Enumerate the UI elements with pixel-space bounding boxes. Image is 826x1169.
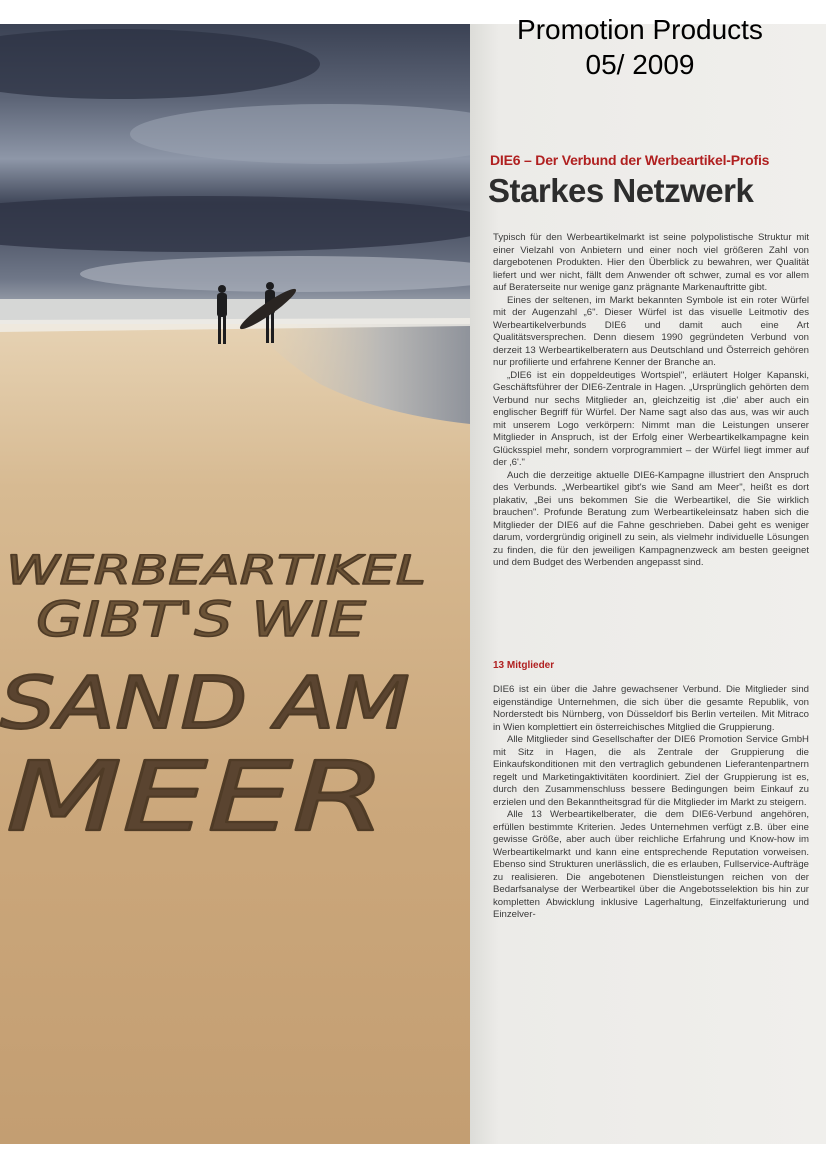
paragraph: „DIE6 ist ein doppeldeutiges Wortspiel", erläutert Holger Kapanski, Geschäftsführer der DIE6-Zentrale in Hagen. „Ursprünglich gehörten dem Verbund nur sechs Mitglieder an, gleichzeitig ist ‚die' aber auch ein englischer Begriff für Würfel. Der Name sagt also das aus, was wir auch mit unserem Logo verkörpern: Nimmt man die Leistungen unserer Mitglieder in Anspruch, ist der Erfolg einer Werbeartikelkampagne kein Glücksspiel mehr, sondern vorprogrammiert – der Würfel liegt immer auf der ‚6'." xyxy=(493,369,809,468)
article-body-part-2 xyxy=(493,684,809,922)
stamp-publication: Promotion Products xyxy=(517,14,763,45)
sand-text-line-4: MEER xyxy=(6,741,386,853)
paragraph: Auch die derzeitige aktuelle DIE6-Kampagne illustriert den Anspruch des Verbunds. „Werbeartikel gibt's wie Sand am Meer", heißt es dort plakativ, „Bei uns bekommen Sie die Werbeartikel, die Sie wirklich brauchen". Profunde Beratung zum Werbeartikeleinsatz haben sich die Mitglieder der DIE6 auf die Fahne geschrieben. Dabei geht es weniger darum, vordergründig originell zu sein, als vielmehr individuelle Lösungen zu finden, die für den jeweiligen Kampagnenzweck am besten geeignet und dem Budget des Werbenden angepasst sind. xyxy=(493,469,809,568)
paragraph: Alle Mitglieder sind Gesellschafter der DIE6 Promotion Service GmbH mit Sitz in Hagen, die als Zentrale der Gruppierung die Einkaufskonditionen mit den vertraglich gebundenen Lieferantenpartnern regelt und Marketingaktivitäten koordiniert. Ziel der Gruppierung ist es, durch den Zusammenschluss bessere Bedingungen beim Einkauf zu erzielen und den Bekanntheitsgrad für die Mitglieder im Markt zu steigern. xyxy=(493,734,809,808)
article-headline: Starkes Netzwerk xyxy=(488,172,754,209)
sand-text-line-2: GIBT'S WIE xyxy=(36,592,367,648)
sand-text-line-3: SAND AM xyxy=(0,661,410,745)
paragraph: Alle 13 Werbeartikelberater, die dem DIE6-Verbund angehören, erfüllen bestimmte Kriterien. Jedes Unternehmen verfügt z.B. über eine gewisse Größe, aber auch über reichliche Erfahrung und Know-how im Werbeartikelmarkt und kann eine entsprechende Reputation vorweisen. Ebenso sind Strukturen unerlässlich, die es erlauben, Fullservice-Aufträge zu realisieren. Die angebotenen Dienstleistungen reichen von der Bedarfsanalyse der Werbeartikel über die Angebotsselektion bis hin zur kompletten Abwicklung inklusive Lagerhaltung, Einzelfakturierung und Einzelver- xyxy=(493,809,809,920)
sand-text-line-1: WERBEARTIKEL xyxy=(6,548,426,594)
stamp-issue: 05/ 2009 xyxy=(585,49,695,80)
publication-stamp xyxy=(470,12,810,82)
paragraph: DIE6 ist ein über die Jahre gewachsener Verbund. Die Mitglieder sind eigenständige Unternehmen, die sich über die gesamte Republik, von Norderstedt bis Nürnberg, von Düsseldorf bis Berlin verteilen. Mit Mitraco in Wien komplettiert ein österreichisches Mitglied die Gruppierung. xyxy=(493,684,809,733)
article-subheading: 13 Mitglieder xyxy=(493,660,555,671)
article-body-part-1 xyxy=(493,232,809,570)
beach-illustration xyxy=(0,24,470,1144)
beach-photo xyxy=(0,24,470,1144)
paragraph: Typisch für den Werbeartikelmarkt ist seine polypolistische Struktur mit einer Vielzahl von Anbietern und einer noch viel größeren Zahl von dargebotenen Produkten. Hier den Überblick zu bewahren, wer Qualität liefert und wer nicht, fällt dem Anwender oft schwer, zumal es vor allem auf Beraterseite nur wenige ganz prägnante Markenauftritte gibt. xyxy=(493,232,809,293)
paragraph: Eines der seltenen, im Markt bekannten Symbole ist ein roter Würfel mit der Augenzahl „6". Dieser Würfel ist das visuelle Leitmotiv des Werbeartikelverbunds DIE6 und damit auch eine Art Qualitätsversprechen. Denn diesem 1990 gegründeten Verbund von derzeit 13 Werbeartikelberatern aus Deutschland und Österreich gehören nur profilierte und erfahrene Kenner der Branche an. xyxy=(493,294,809,368)
article-kicker: DIE6 – Der Verbund der Werbeartikel-Profis xyxy=(490,152,770,168)
